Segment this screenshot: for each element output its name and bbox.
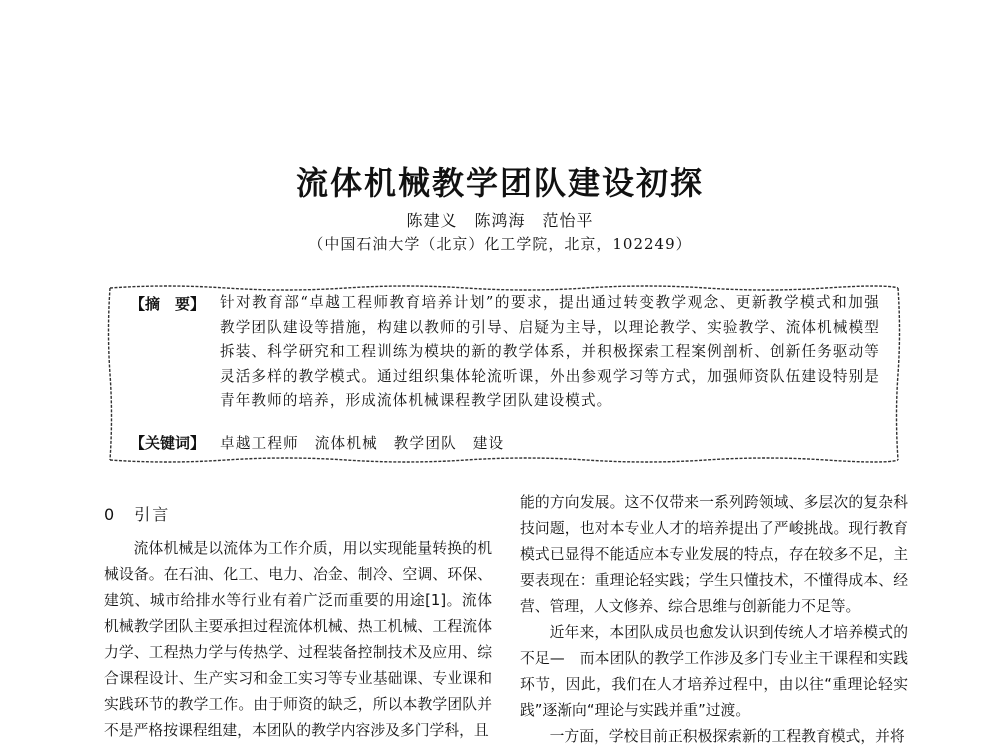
abstract-box <box>106 282 902 466</box>
paper-title: 流体机械教学团队建设初探 <box>295 164 704 202</box>
section-heading <box>104 502 492 528</box>
left-column <box>104 490 492 744</box>
section-title: 引言 <box>134 505 171 524</box>
abstract-text: 针对教育部“卓越工程师教育培养计划”的要求，提出通过转变教学观念、更新教学模式和加强教学团队建设等措施，构建以教师的引导、启疑为主导，以理论教学、实验教学、流体机械模型拆装、科学研究和工程训练为模块的新的教学体系，并积极探索工程案例剖析、创新任务驱动等灵活多样的教学模式。通过组织集体轮流听课，外出参观学习等方式，加强师资队伍建设特别是青年教师的培养，形成流体机械课程教学团队建设模式。 <box>220 294 880 410</box>
abstract-label: 【摘 要】 <box>130 295 206 313</box>
body-paragraph: 近年来，本团队成员也愈发认识到传统人才培养模式的不足— 而本团队的教学工作涉及多门专业主干课程和实践环节，因此，我们在人才培养过程中，由以往“重理论轻实践”逐渐向“理论与实践并重”过渡。 <box>520 624 908 719</box>
body-paragraph: 流体机械是以流体为工作介质，用以实现能量转换的机械设备。在石油、化工、电力、冶金、制冷、空调、环保、建筑、城市给排水等行业有着广泛而重要的用途[1]。流体机械教学团队主要承担过程流体机械、热工机械、工程流体力学、工程热力学与传热学、过程装备控制技术及应用、综合课程设计、生产实习和金工实习等专业基础课、专业课和实践环节的教学工作。由于师资的缺乏，所以本教学团队并不是严格按课程组建，本团队的教学内容涉及多门学科，且 <box>104 540 492 739</box>
body-paragraph: 一方面，学校目前正积极探索新的工程教育模式，并将 <box>549 728 905 745</box>
section-number: 0 <box>104 505 117 524</box>
right-column <box>520 490 908 750</box>
keywords-text: 卓越工程师 流体机械 教学团队 建设 <box>220 435 505 452</box>
affiliation: （中国石油大学（北京）化工学院，北京，102249） <box>308 235 692 253</box>
authors: 陈建义 陈鸿海 范怡平 <box>406 211 594 230</box>
body-paragraph: 能的方向发展。这不仅带来一系列跨领域、多层次的复杂科技问题，也对本专业人才的培养提出了严峻挑战。现行教育模式已显得不能适应本专业发展的特点，存在较多不足，主要表现在：重理论轻实践；学生只懂技术，不懂得成本、经营、管理，人文修养、综合思维与创新能力不足等。 <box>520 494 908 615</box>
keywords-label: 【关键词】 <box>130 434 206 452</box>
